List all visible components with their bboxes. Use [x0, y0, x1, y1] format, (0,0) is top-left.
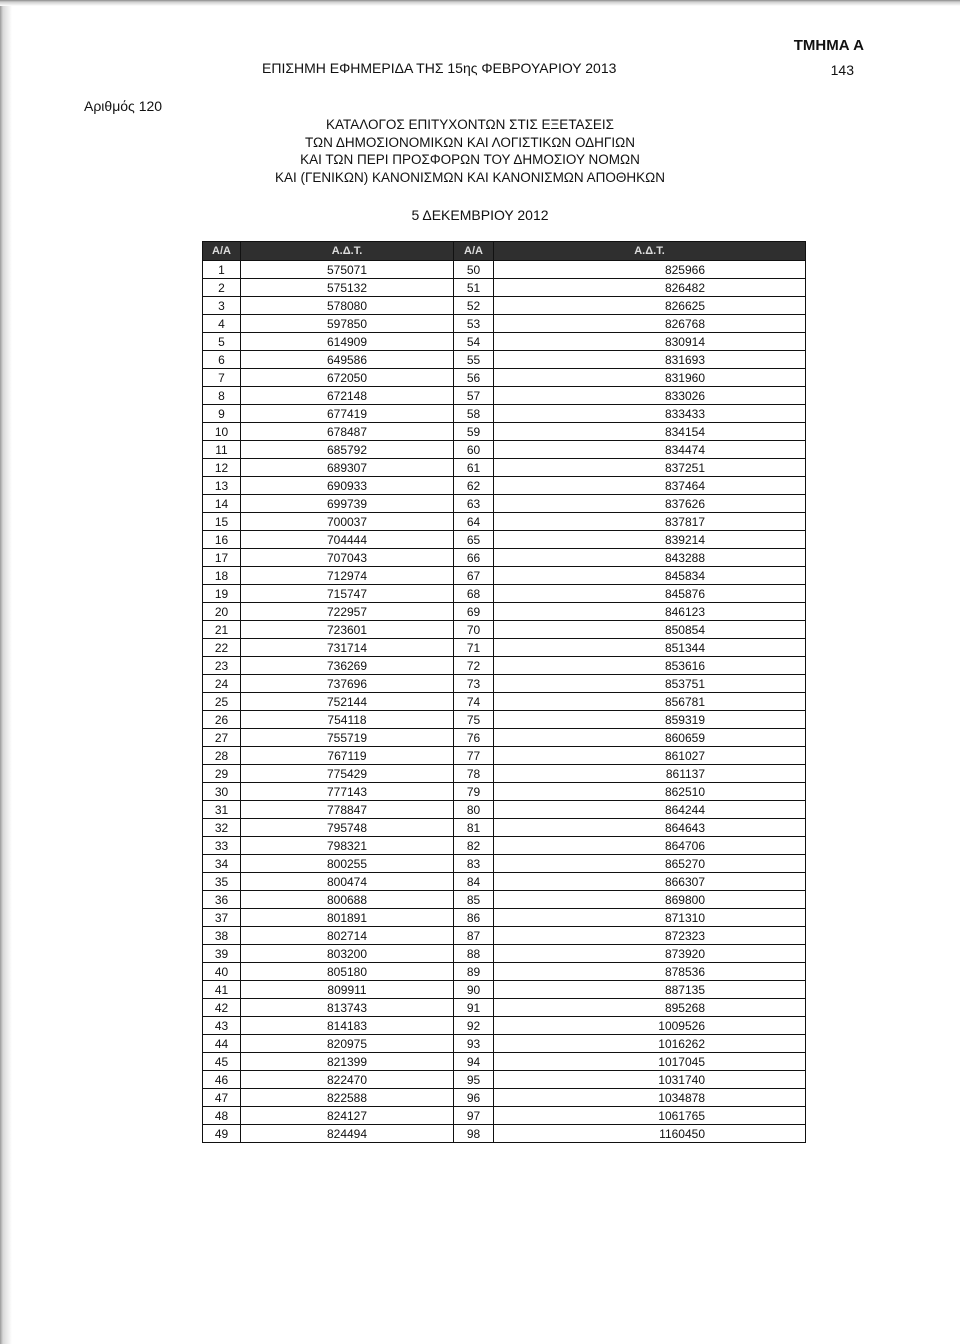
cell-number: 29 — [203, 765, 241, 783]
cell-number: 16 — [203, 531, 241, 549]
cell-id: 722957 — [241, 603, 454, 621]
table-row — [203, 261, 806, 279]
cell-number: 6 — [203, 351, 241, 369]
cell-number: 77 — [454, 747, 494, 765]
cell-number: 63 — [454, 495, 494, 513]
cell-id: 860659 — [494, 729, 806, 747]
table-header — [203, 242, 806, 261]
cell-number: 38 — [203, 927, 241, 945]
cell-number: 84 — [454, 873, 494, 891]
cell-id: 853751 — [494, 675, 806, 693]
cell-id: 837626 — [494, 495, 806, 513]
cell-id: 723601 — [241, 621, 454, 639]
cell-id: 864706 — [494, 837, 806, 855]
cell-id: 1016262 — [494, 1035, 806, 1053]
cell-id: 853616 — [494, 657, 806, 675]
cell-id: 872323 — [494, 927, 806, 945]
cell-number: 7 — [203, 369, 241, 387]
cell-number: 17 — [203, 549, 241, 567]
table-row — [203, 459, 806, 477]
cell-id: 878536 — [494, 963, 806, 981]
scan-left-edge — [0, 0, 12, 1344]
cell-id: 830914 — [494, 333, 806, 351]
table-header-row — [203, 242, 806, 261]
cell-number: 93 — [454, 1035, 494, 1053]
cell-number: 57 — [454, 387, 494, 405]
cell-id: 820975 — [241, 1035, 454, 1053]
cell-number: 13 — [203, 477, 241, 495]
cell-number: 4 — [203, 315, 241, 333]
title-line: ΚΑΤΑΛΟΓΟΣ ΕΠΙΤΥΧΟΝΤΩΝ ΣΤΙΣ ΕΞΕΤΑΣΕΙΣ — [325, 117, 615, 132]
cell-number: 31 — [203, 801, 241, 819]
cell-id: 715747 — [241, 585, 454, 603]
column-header-id: Α.Δ.Τ. — [494, 242, 806, 261]
table-row — [203, 999, 806, 1017]
cell-number: 66 — [454, 549, 494, 567]
cell-number: 94 — [454, 1053, 494, 1071]
cell-id: 866307 — [494, 873, 806, 891]
cell-number: 79 — [454, 783, 494, 801]
cell-id: 700037 — [241, 513, 454, 531]
cell-id: 752144 — [241, 693, 454, 711]
cell-id: 837464 — [494, 477, 806, 495]
cell-number: 44 — [203, 1035, 241, 1053]
cell-number: 21 — [203, 621, 241, 639]
cell-id: 1061765 — [494, 1107, 806, 1125]
table-row — [203, 1125, 806, 1143]
cell-id: 801891 — [241, 909, 454, 927]
cell-id: 699739 — [241, 495, 454, 513]
table-row — [203, 369, 806, 387]
cell-id: 731714 — [241, 639, 454, 657]
cell-number: 98 — [454, 1125, 494, 1143]
cell-id: 822588 — [241, 1089, 454, 1107]
cell-number: 15 — [203, 513, 241, 531]
cell-id: 754118 — [241, 711, 454, 729]
table-row — [203, 621, 806, 639]
cell-number: 25 — [203, 693, 241, 711]
cell-number: 86 — [454, 909, 494, 927]
table-row — [203, 333, 806, 351]
cell-number: 26 — [203, 711, 241, 729]
cell-number: 32 — [203, 819, 241, 837]
cell-number: 56 — [454, 369, 494, 387]
table-row — [203, 567, 806, 585]
cell-number: 2 — [203, 279, 241, 297]
cell-number: 69 — [454, 603, 494, 621]
cell-id: 845834 — [494, 567, 806, 585]
cell-id: 850854 — [494, 621, 806, 639]
cell-number: 55 — [454, 351, 494, 369]
cell-number: 92 — [454, 1017, 494, 1035]
cell-number: 70 — [454, 621, 494, 639]
cell-number: 58 — [454, 405, 494, 423]
cell-id: 802714 — [241, 927, 454, 945]
cell-id: 826768 — [494, 315, 806, 333]
cell-id: 826482 — [494, 279, 806, 297]
table-row — [203, 873, 806, 891]
cell-number: 34 — [203, 855, 241, 873]
cell-id: 851344 — [494, 639, 806, 657]
cell-number: 76 — [454, 729, 494, 747]
cell-number: 95 — [454, 1071, 494, 1089]
cell-id: 737696 — [241, 675, 454, 693]
cell-number: 11 — [203, 441, 241, 459]
table-row — [203, 387, 806, 405]
table-row — [203, 441, 806, 459]
cell-number: 82 — [454, 837, 494, 855]
cell-id: 575071 — [241, 261, 454, 279]
cell-id: 755719 — [241, 729, 454, 747]
table-row — [203, 675, 806, 693]
table-row — [203, 783, 806, 801]
cell-id: 831693 — [494, 351, 806, 369]
cell-number: 68 — [454, 585, 494, 603]
cell-id: 1031740 — [494, 1071, 806, 1089]
cell-id: 707043 — [241, 549, 454, 567]
cell-id: 578080 — [241, 297, 454, 315]
cell-number: 40 — [203, 963, 241, 981]
cell-id: 813743 — [241, 999, 454, 1017]
table-row — [203, 1035, 806, 1053]
cell-id: 800474 — [241, 873, 454, 891]
table-row — [203, 963, 806, 981]
cell-number: 14 — [203, 495, 241, 513]
cell-number: 23 — [203, 657, 241, 675]
cell-id: 825966 — [494, 261, 806, 279]
table-row — [203, 405, 806, 423]
cell-id: 864244 — [494, 801, 806, 819]
cell-id: 837251 — [494, 459, 806, 477]
table-row — [203, 639, 806, 657]
cell-id: 837817 — [494, 513, 806, 531]
table-row — [203, 513, 806, 531]
cell-number: 12 — [203, 459, 241, 477]
cell-number: 10 — [203, 423, 241, 441]
cell-number: 1 — [203, 261, 241, 279]
cell-id: 869800 — [494, 891, 806, 909]
cell-number: 18 — [203, 567, 241, 585]
cell-id: 800255 — [241, 855, 454, 873]
cell-id: 795748 — [241, 819, 454, 837]
table-row — [203, 1071, 806, 1089]
cell-id: 826625 — [494, 297, 806, 315]
cell-id: 856781 — [494, 693, 806, 711]
cell-number: 37 — [203, 909, 241, 927]
title-line: ΚΑΙ ΤΩΝ ΠΕΡΙ ΠΡΟΣΦΟΡΩΝ ΤΟΥ ΔΗΜΟΣΙΟΥ ΝΟΜΩΝ — [300, 152, 640, 167]
cell-id: 859319 — [494, 711, 806, 729]
table-row — [203, 585, 806, 603]
cell-number: 35 — [203, 873, 241, 891]
cell-number: 27 — [203, 729, 241, 747]
table-row — [203, 351, 806, 369]
cell-id: 778847 — [241, 801, 454, 819]
column-header-number: Α/Α — [203, 242, 241, 261]
cell-id: 839214 — [494, 531, 806, 549]
cell-number: 24 — [203, 675, 241, 693]
cell-id: 1034878 — [494, 1089, 806, 1107]
cell-id: 834474 — [494, 441, 806, 459]
cell-id: 864643 — [494, 819, 806, 837]
cell-number: 41 — [203, 981, 241, 999]
column-header-number: Α/Α — [454, 242, 494, 261]
cell-id: 845876 — [494, 585, 806, 603]
cell-number: 8 — [203, 387, 241, 405]
table-row — [203, 801, 806, 819]
cell-id: 798321 — [241, 837, 454, 855]
table-row — [203, 747, 806, 765]
table-row — [203, 891, 806, 909]
issue-number: Αριθμός 120 — [84, 98, 163, 114]
cell-id: 805180 — [241, 963, 454, 981]
table-row — [203, 315, 806, 333]
table-row — [203, 765, 806, 783]
section-label: ΤΜΗΜΑ Α — [793, 37, 864, 54]
cell-id: 1009526 — [494, 1017, 806, 1035]
exam-date: 5 ΔΕΚΕΜΒΡΙΟΥ 2012 — [411, 207, 549, 223]
cell-id: 833026 — [494, 387, 806, 405]
cell-number: 42 — [203, 999, 241, 1017]
cell-id: 821399 — [241, 1053, 454, 1071]
cell-number: 43 — [203, 1017, 241, 1035]
cell-number: 59 — [454, 423, 494, 441]
list-title — [200, 116, 740, 186]
cell-id: 704444 — [241, 531, 454, 549]
cell-id: 690933 — [241, 477, 454, 495]
cell-number: 91 — [454, 999, 494, 1017]
cell-number: 9 — [203, 405, 241, 423]
cell-number: 90 — [454, 981, 494, 999]
cell-number: 80 — [454, 801, 494, 819]
table-row — [203, 531, 806, 549]
cell-number: 53 — [454, 315, 494, 333]
cell-number: 54 — [454, 333, 494, 351]
table-row — [203, 657, 806, 675]
scan-top-edge — [0, 0, 960, 6]
table-row — [203, 981, 806, 999]
table-row — [203, 297, 806, 315]
cell-id: 822470 — [241, 1071, 454, 1089]
cell-id: 597850 — [241, 315, 454, 333]
cell-number: 5 — [203, 333, 241, 351]
cell-number: 97 — [454, 1107, 494, 1125]
cell-number: 85 — [454, 891, 494, 909]
cell-id: 809911 — [241, 981, 454, 999]
cell-id: 677419 — [241, 405, 454, 423]
cell-id: 649586 — [241, 351, 454, 369]
cell-number: 51 — [454, 279, 494, 297]
cell-number: 3 — [203, 297, 241, 315]
cell-number: 67 — [454, 567, 494, 585]
table-body — [203, 261, 806, 1143]
gazette-header: ΕΠΙΣΗΜΗ ΕΦΗΜΕΡΙΔΑ ΤΗΣ 15ης ΦΕΒΡΟΥΑΡΙΟΥ 2013 — [262, 60, 617, 76]
cell-id: 1017045 — [494, 1053, 806, 1071]
cell-number: 87 — [454, 927, 494, 945]
cell-id: 767119 — [241, 747, 454, 765]
cell-id: 775429 — [241, 765, 454, 783]
table-row — [203, 423, 806, 441]
table-row — [203, 1017, 806, 1035]
cell-id: 887135 — [494, 981, 806, 999]
cell-id: 834154 — [494, 423, 806, 441]
cell-number: 28 — [203, 747, 241, 765]
cell-number: 49 — [203, 1125, 241, 1143]
cell-number: 81 — [454, 819, 494, 837]
cell-id: 803200 — [241, 945, 454, 963]
cell-number: 47 — [203, 1089, 241, 1107]
table-row — [203, 837, 806, 855]
cell-id: 831960 — [494, 369, 806, 387]
cell-id: 777143 — [241, 783, 454, 801]
table-row — [203, 909, 806, 927]
cell-number: 78 — [454, 765, 494, 783]
cell-id: 1160450 — [494, 1125, 806, 1143]
cell-id: 862510 — [494, 783, 806, 801]
cell-number: 61 — [454, 459, 494, 477]
results-table — [202, 241, 806, 1143]
table-row — [203, 927, 806, 945]
table-row — [203, 1089, 806, 1107]
cell-number: 46 — [203, 1071, 241, 1089]
table-row — [203, 279, 806, 297]
table-row — [203, 495, 806, 513]
cell-id: 895268 — [494, 999, 806, 1017]
cell-number: 22 — [203, 639, 241, 657]
cell-id: 846123 — [494, 603, 806, 621]
cell-id: 824127 — [241, 1107, 454, 1125]
cell-id: 672148 — [241, 387, 454, 405]
column-header-id: Α.Δ.Τ. — [241, 242, 454, 261]
cell-id: 672050 — [241, 369, 454, 387]
cell-id: 833433 — [494, 405, 806, 423]
table-row — [203, 477, 806, 495]
cell-number: 72 — [454, 657, 494, 675]
title-line: ΚΑΙ (ΓΕΝΙΚΩΝ) ΚΑΝΟΝΙΣΜΩΝ ΚΑΙ ΚΑΝΟΝΙΣΜΩΝ ΑΠΟΘΗΚΩΝ — [274, 169, 666, 185]
table-row — [203, 1107, 806, 1125]
table-row — [203, 855, 806, 873]
cell-number: 45 — [203, 1053, 241, 1071]
cell-number: 96 — [454, 1089, 494, 1107]
cell-id: 575132 — [241, 279, 454, 297]
table-row — [203, 693, 806, 711]
cell-number: 73 — [454, 675, 494, 693]
cell-id: 614909 — [241, 333, 454, 351]
cell-id: 861137 — [494, 765, 806, 783]
cell-number: 33 — [203, 837, 241, 855]
cell-id: 871310 — [494, 909, 806, 927]
table-row — [203, 603, 806, 621]
cell-number: 88 — [454, 945, 494, 963]
cell-number: 39 — [203, 945, 241, 963]
cell-number: 83 — [454, 855, 494, 873]
page-number: 143 — [830, 62, 854, 78]
cell-id: 814183 — [241, 1017, 454, 1035]
title-line: ΤΩΝ ΔΗΜΟΣΙΟΝΟΜΙΚΩΝ ΚΑΙ ΛΟΓΙΣΤΙΚΩΝ ΟΔΗΓΙΩΝ — [305, 134, 635, 150]
cell-number: 71 — [454, 639, 494, 657]
table-row — [203, 945, 806, 963]
cell-number: 36 — [203, 891, 241, 909]
cell-id: 800688 — [241, 891, 454, 909]
cell-number: 52 — [454, 297, 494, 315]
cell-number: 30 — [203, 783, 241, 801]
cell-id: 685792 — [241, 441, 454, 459]
cell-id: 843288 — [494, 549, 806, 567]
cell-id: 678487 — [241, 423, 454, 441]
cell-id: 824494 — [241, 1125, 454, 1143]
cell-number: 74 — [454, 693, 494, 711]
cell-id: 736269 — [241, 657, 454, 675]
cell-number: 48 — [203, 1107, 241, 1125]
cell-id: 861027 — [494, 747, 806, 765]
cell-id: 689307 — [241, 459, 454, 477]
table-row — [203, 549, 806, 567]
table-row — [203, 711, 806, 729]
cell-number: 65 — [454, 531, 494, 549]
cell-number: 19 — [203, 585, 241, 603]
table-row — [203, 819, 806, 837]
cell-number: 50 — [454, 261, 494, 279]
cell-number: 64 — [454, 513, 494, 531]
cell-number: 89 — [454, 963, 494, 981]
cell-id: 712974 — [241, 567, 454, 585]
cell-number: 20 — [203, 603, 241, 621]
cell-id: 865270 — [494, 855, 806, 873]
cell-id: 873920 — [494, 945, 806, 963]
cell-number: 60 — [454, 441, 494, 459]
table-row — [203, 729, 806, 747]
table-row — [203, 1053, 806, 1071]
cell-number: 75 — [454, 711, 494, 729]
cell-number: 62 — [454, 477, 494, 495]
